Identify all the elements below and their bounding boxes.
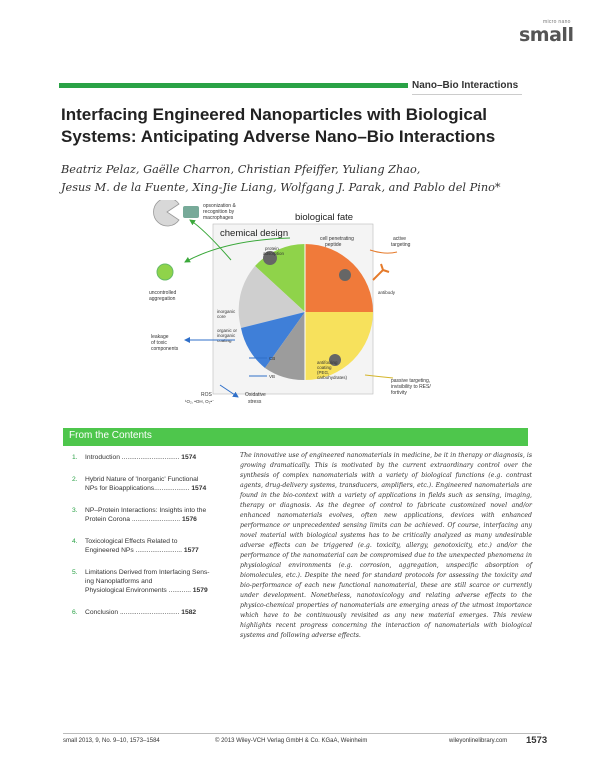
nanoparticle-cluster-icon bbox=[183, 206, 199, 218]
footer-website[interactable]: wileyonlinelibrary.com bbox=[449, 738, 508, 744]
toc-line bbox=[85, 515, 238, 524]
label-passive-2: invisibility to RES/ bbox=[391, 384, 431, 390]
label-chemical-design: chemical design bbox=[220, 228, 289, 239]
label-active-targeting-2: targeting bbox=[391, 242, 411, 248]
label-ros-1: ROS bbox=[201, 392, 212, 398]
toc-text-2: Engineered NPs ......................... bbox=[85, 547, 183, 554]
label-antifouling-2: coating bbox=[317, 365, 332, 370]
aggregation-icon bbox=[157, 264, 173, 280]
toc-number: 1. bbox=[72, 454, 78, 461]
label-passive-3: fortivity bbox=[391, 390, 407, 396]
article-title-line-2: Systems: Anticipating Adverse Nano–Bio Interactions bbox=[61, 127, 496, 146]
toc-text-2: ing Nanoplatforms and bbox=[85, 578, 153, 585]
protein-icon-2 bbox=[339, 269, 351, 281]
label-opsonization-2: recognition by bbox=[203, 209, 235, 215]
label-ros-2: ¹O₂, •OH, O₂•⁻ bbox=[185, 399, 215, 404]
journal-logo bbox=[519, 18, 589, 48]
label-coating-2: inorganic bbox=[217, 333, 236, 338]
toc-text-3: Physiological Environments ............ bbox=[85, 587, 191, 594]
toc-page: 1582 bbox=[181, 609, 197, 616]
toc-item-introduction[interactable] bbox=[72, 453, 238, 462]
label-oxidative-1: Oxidative bbox=[245, 392, 266, 398]
toc-number: 2. bbox=[72, 476, 78, 483]
toc-page: 1577 bbox=[183, 547, 199, 554]
article-authors bbox=[61, 161, 541, 197]
label-inorganic-core-2: core bbox=[217, 314, 226, 319]
label-uncontrolled-1: uncontrolled bbox=[149, 290, 177, 296]
table-of-contents bbox=[72, 453, 238, 630]
label-antifouling-4: carbohydrates) bbox=[317, 375, 348, 380]
toc-page: 1576 bbox=[182, 516, 197, 523]
label-active-targeting-1: active bbox=[393, 236, 407, 242]
section-rule bbox=[412, 94, 522, 95]
toc-text-2: NPs for Bioapplications................... bbox=[85, 485, 190, 492]
toc-text: NP–Protein Interactions: Insights into the bbox=[85, 507, 207, 514]
macrophage-icon bbox=[154, 200, 179, 226]
toc-text-2: Protein Corona .......................... bbox=[85, 516, 181, 523]
antibody-icon bbox=[373, 264, 389, 280]
toc-item-np-protein[interactable] bbox=[72, 506, 238, 524]
section-label: Nano–Bio Interactions bbox=[412, 80, 519, 91]
label-cb: CB bbox=[269, 356, 276, 361]
arrow-to-targeting bbox=[370, 250, 397, 253]
article-title bbox=[61, 104, 531, 148]
journal-logo-wordmark: small bbox=[519, 24, 574, 46]
toc-text: Introduction ............................... bbox=[85, 454, 180, 461]
toc-number: 4. bbox=[72, 538, 78, 545]
label-leakage-3: components bbox=[151, 346, 179, 352]
label-passive-1: passive targeting, bbox=[391, 378, 431, 384]
footer-citation: small 2013, 9, No. 9–10, 1573–1584 bbox=[63, 738, 160, 744]
contents-header bbox=[63, 428, 528, 446]
toc-text: Toxicological Effects Related to bbox=[85, 538, 178, 545]
label-cell-penetrating-2: peptide bbox=[325, 242, 342, 248]
label-antifouling-1: antifouling bbox=[317, 360, 338, 365]
toc-text: Conclusion ................................ bbox=[85, 609, 180, 616]
toc-item-limitations[interactable] bbox=[72, 568, 238, 595]
section-color-bar bbox=[59, 83, 408, 88]
journal-logo-sup: micro nano bbox=[543, 19, 571, 25]
article-title-line-1: Interfacing Engineered Nanoparticles with Biological bbox=[61, 105, 488, 124]
toc-page: 1574 bbox=[181, 454, 197, 461]
toc-page: 1579 bbox=[192, 587, 208, 594]
page-number: 1573 bbox=[526, 735, 548, 746]
label-inorganic-core-1: inorganic bbox=[217, 309, 236, 314]
label-leakage-1: leakage bbox=[151, 334, 169, 340]
label-protein-1: protein bbox=[265, 246, 279, 251]
toc-line bbox=[85, 484, 238, 493]
toc-text: Hybrid Nature of 'Inorganic' Functional bbox=[85, 476, 199, 483]
authors-line-1: Beatriz Pelaz, Gaëlle Charron, Christian Pfeiffer, Yuliang Zhao, bbox=[61, 163, 421, 176]
toc-number: 5. bbox=[72, 569, 78, 576]
toc-item-hybrid-nature[interactable] bbox=[72, 475, 238, 493]
toc-page: 1574 bbox=[191, 485, 207, 492]
label-vb: VB bbox=[269, 374, 276, 379]
label-oxidative-2: stress bbox=[248, 399, 262, 405]
label-antibody: antibody bbox=[378, 290, 396, 295]
label-opsonization-3: macrophages bbox=[203, 215, 234, 221]
toc-line bbox=[85, 546, 238, 555]
label-protein-2: adsorption bbox=[263, 251, 285, 256]
toc-number: 3. bbox=[72, 507, 78, 514]
toc-item-toxicological[interactable] bbox=[72, 537, 238, 555]
toc-line bbox=[85, 586, 238, 595]
contents-header-label: From the Contents bbox=[69, 430, 152, 441]
toc-text: Limitations Derived from Interfacing Sens- bbox=[85, 569, 210, 576]
label-leakage-2: of toxic bbox=[151, 340, 167, 346]
authors-line-2: Jesus M. de la Fuente, Xing-Jie Liang, Wolfgang J. Parak, and Pablo del Pino* bbox=[61, 181, 501, 194]
toc-line bbox=[85, 608, 238, 617]
toc-item-conclusion[interactable] bbox=[72, 608, 238, 617]
label-coating-3: coating bbox=[217, 338, 232, 343]
abstract-text: The innovative use of engineered nanomaterials in medicine, be it in therapy or diagnosis, is growing dramatically. This is motivated by the current extraordinary control over the synthesis of complex nanomaterials with a variety of biological functions (e.g. contrast agents, drug-delivery systems, transducers, amplifiers, etc.). Engineered nanomaterials are found in the bio-context with a variety of applications in fields such as sensing, imaging, therapy or diagnosis. As the degree of control to fabricate customized novel and/or enhanced nanomaterials evolves, often new applications, devices with enhanced performance or unprecedented sensing limits can be achieved. Of course, interfacing any novel material with biological systems has to be critically analyzed as many undesirable adverse effects can be triggered (e.g. toxicity, allergy, genotoxicity, etc.) and/or the performance of the nanomaterial can be compromised due to the unexpected phenomena in physiological environments (e.g. corrosion, aggregation, unspecific absorption of biomolecules, etc.). Despite the need for standard protocols for assessing the toxicity and bio-performance of each new functional nanomaterial, these are still scarce or currently under development. Nonetheless, nanotoxicology and relating adverse effects to the physico-chemical properties of nanomaterials are emerging areas of the utmost importance which have to be continuously revisited as any new material emerges. This review highlights recent progress concerning the interaction of nanomaterials with biological systems and following adverse effects. bbox=[240, 452, 532, 639]
footer-copyright: © 2013 Wiley-VCH Verlag GmbH & Co. KGaA, Weinheim bbox=[215, 738, 368, 744]
graphical-abstract bbox=[145, 200, 520, 425]
label-antifouling-3: (PEG, bbox=[317, 370, 330, 375]
label-uncontrolled-2: aggregation bbox=[149, 296, 176, 302]
label-cell-penetrating-1: cell penetrating bbox=[320, 236, 354, 242]
footer-rule bbox=[63, 733, 541, 734]
label-opsonization-1: opsonization & bbox=[203, 203, 236, 209]
toc-line bbox=[85, 453, 238, 462]
label-coating-1: organic or bbox=[217, 328, 238, 333]
label-biological-fate: biological fate bbox=[295, 212, 354, 223]
toc-number: 6. bbox=[72, 609, 78, 616]
